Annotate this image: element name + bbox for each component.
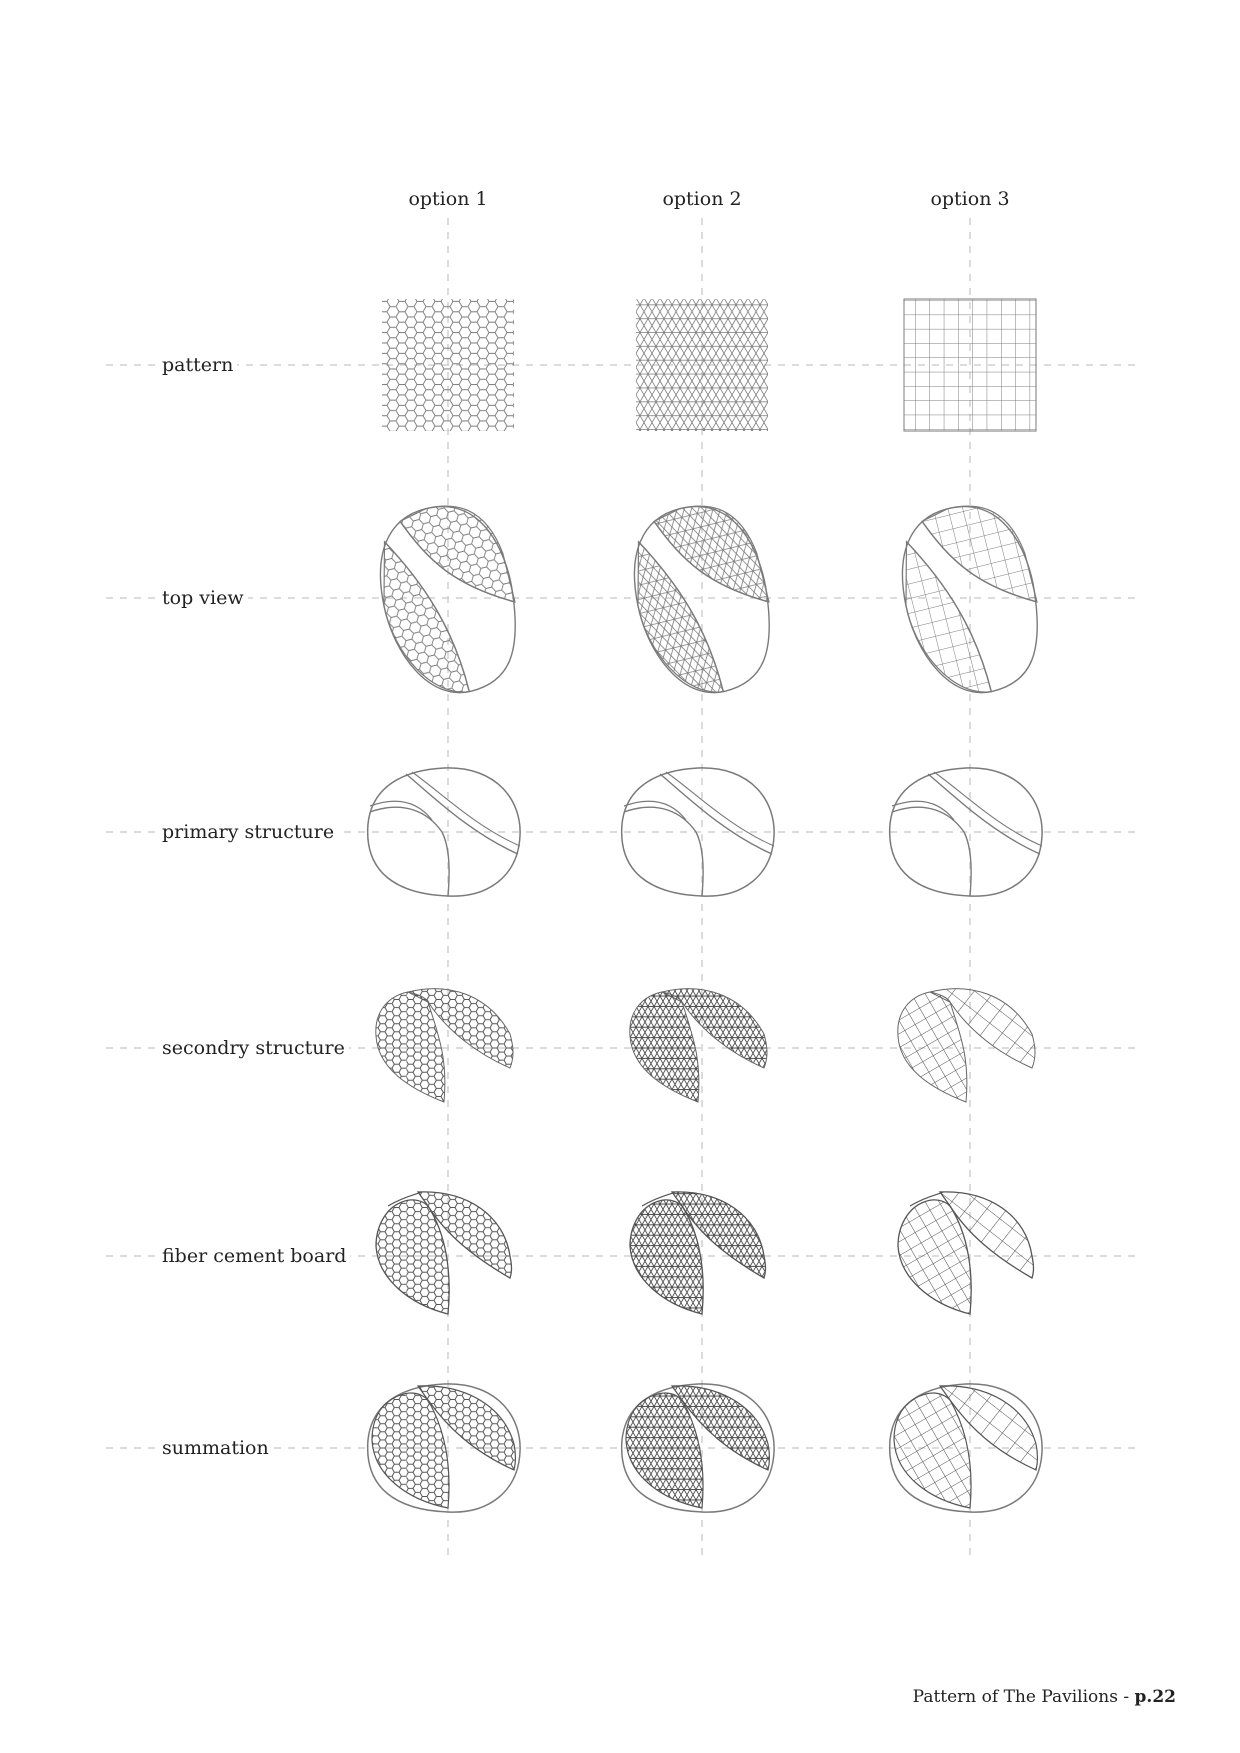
secondary-structure-drawing — [376, 989, 513, 1102]
fiber-cement-board-drawing — [898, 1192, 1034, 1314]
pattern-swatch-square-grid — [904, 299, 1036, 431]
page-number: p.22 — [1134, 1687, 1176, 1707]
fiber-cement-board-drawing — [630, 1192, 766, 1314]
pattern-swatch-hexagon — [382, 299, 514, 431]
row-label-top: top view — [158, 587, 248, 609]
column-header-option-3: option 3 — [930, 188, 1010, 210]
top-view-drawing — [886, 493, 1057, 707]
column-header-option-1: option 1 — [408, 188, 488, 210]
row-label-secondary: secondry structure — [158, 1037, 349, 1059]
secondary-structure-drawing — [898, 989, 1035, 1102]
summation-drawing — [890, 1384, 1042, 1512]
row-label-summation: summation — [158, 1437, 273, 1459]
pattern-swatch-hex-triangle — [636, 299, 768, 431]
column-header-option-2: option 2 — [662, 188, 742, 210]
footer-title: Pattern of The Pavilions - — [912, 1687, 1135, 1707]
secondary-structure-drawing — [630, 989, 767, 1102]
top-view-drawing — [364, 493, 535, 707]
fiber-cement-board-drawing — [376, 1192, 512, 1314]
row-label-board: fiber cement board — [158, 1245, 350, 1267]
page-footer — [913, 1687, 1176, 1707]
row-label-pattern: pattern — [158, 354, 237, 376]
summation-drawing — [622, 1384, 774, 1512]
summation-drawing — [368, 1384, 520, 1512]
row-label-primary: primary structure — [158, 821, 338, 843]
top-view-drawing — [618, 493, 789, 707]
